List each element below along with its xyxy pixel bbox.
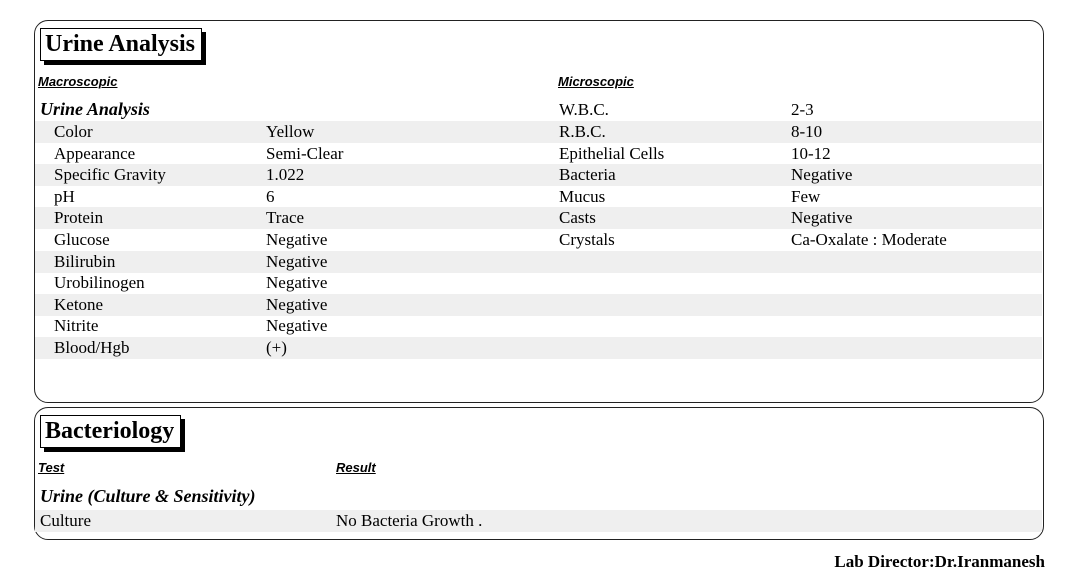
urine-analysis-group-label: Urine Analysis <box>40 99 150 119</box>
macro-test-value: Negative <box>266 251 328 271</box>
table-row <box>35 207 1042 229</box>
micro-test-value: Few <box>791 186 821 206</box>
macro-test-name: Color <box>54 122 93 141</box>
macro-test-name: Nitrite <box>54 316 99 336</box>
table-row <box>35 272 1042 294</box>
result-header: Result <box>336 460 376 475</box>
macro-test-name: Specific Gravity <box>54 165 166 185</box>
macro-test-value: Semi-Clear <box>266 143 344 163</box>
macro-test-value: (+) <box>266 338 287 357</box>
micro-test-name: Epithelial Cells <box>559 143 665 163</box>
macro-test-name: Protein <box>54 208 104 228</box>
micro-test-name: R.B.C. <box>559 122 606 141</box>
macro-test-name: Appearance <box>54 143 136 163</box>
table-row <box>35 229 1042 251</box>
table-row <box>35 164 1042 186</box>
micro-test-value: 2-3 <box>791 100 814 119</box>
table-row <box>35 315 1042 337</box>
macroscopic-header: Macroscopic <box>38 74 118 89</box>
macro-test-value: Yellow <box>266 122 315 141</box>
urine-analysis-panel <box>34 20 1044 403</box>
macro-test-name: Blood/Hgb <box>54 338 130 357</box>
microscopic-header: Microscopic <box>558 74 634 89</box>
micro-test-name: Mucus <box>559 186 606 206</box>
micro-test-name: Crystals <box>559 230 615 249</box>
bacteriology-test-value: No Bacteria Growth . <box>336 511 483 530</box>
table-row <box>35 510 1042 532</box>
culture-group-label: Urine (Culture & Sensitivity) <box>40 486 256 506</box>
micro-test-value: 8-10 <box>791 122 823 141</box>
macro-test-value: Negative <box>266 230 328 249</box>
macro-test-value: 1.022 <box>266 165 305 185</box>
urine-analysis-title: Urine Analysis <box>40 28 202 61</box>
macro-test-name: pH <box>54 186 75 206</box>
macro-test-value: Negative <box>266 294 328 314</box>
bacteriology-panel <box>34 407 1044 540</box>
table-row <box>35 99 1042 121</box>
micro-test-value: Negative <box>791 165 853 185</box>
table-row <box>35 143 1042 165</box>
macro-test-name: Bilirubin <box>54 251 116 271</box>
micro-test-value: Negative <box>791 208 853 228</box>
micro-test-name: Bacteria <box>559 165 616 185</box>
bacteriology-test-name: Culture <box>40 511 91 530</box>
micro-test-name: Casts <box>559 208 596 228</box>
table-row <box>35 251 1042 273</box>
macro-test-name: Glucose <box>54 230 110 249</box>
table-row <box>35 294 1042 316</box>
micro-test-name: W.B.C. <box>559 100 609 119</box>
bacteriology-title: Bacteriology <box>40 415 181 448</box>
macro-test-name: Urobilinogen <box>54 273 145 293</box>
table-row <box>35 186 1042 208</box>
micro-test-value: 10-12 <box>791 143 831 163</box>
macro-test-value: Trace <box>266 208 305 228</box>
table-row <box>35 337 1042 359</box>
test-header: Test <box>38 460 65 475</box>
macro-test-value: 6 <box>266 186 275 206</box>
macro-test-value: Negative <box>266 316 328 336</box>
micro-test-value: Ca-Oxalate : Moderate <box>791 230 947 249</box>
table-row <box>35 121 1042 143</box>
macro-test-value: Negative <box>266 273 328 293</box>
macro-test-name: Ketone <box>54 294 104 314</box>
lab-director-signature: Lab Director:Dr.Iranmanesh <box>834 552 1045 571</box>
